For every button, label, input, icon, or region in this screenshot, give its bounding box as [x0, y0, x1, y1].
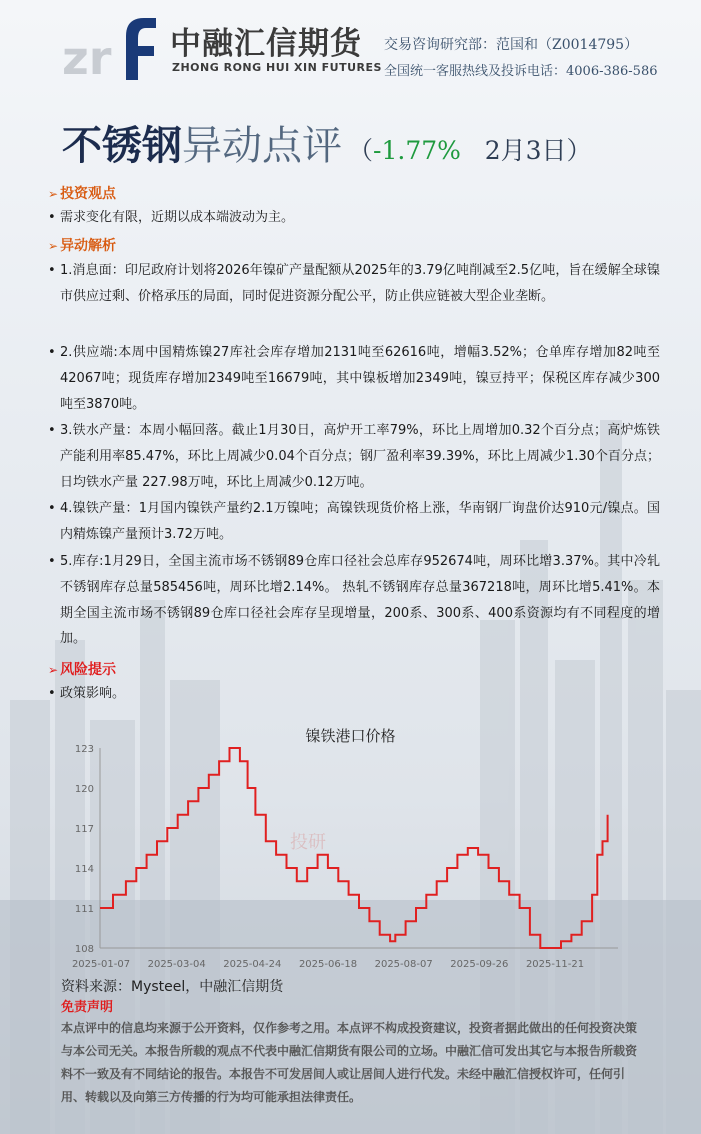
- title-date: 2月3日）: [484, 136, 592, 165]
- title-product: 不锈钢: [62, 122, 182, 169]
- chart-y-tick-label: 123: [74, 744, 94, 755]
- company-name-en: ZHONG RONG HUI XIN FUTURES: [172, 61, 382, 74]
- section-analysis-heading: ➢ 异动解析: [48, 238, 117, 254]
- bullet-icon: •: [48, 345, 56, 360]
- chart-x-tick-label: 2025-03-04: [147, 959, 206, 970]
- section-risk-heading: ➢ 风险提示: [48, 662, 117, 678]
- chart-source: 资料来源：Mysteel，中融汇信期货: [61, 979, 284, 995]
- title-suffix: 异动点评: [182, 123, 342, 169]
- chart-x-tick-label: 2025-06-18: [298, 959, 358, 970]
- view-item: • 需求变化有限，近期以成本端波动为主。: [50, 205, 660, 231]
- bullet-icon: •: [48, 554, 56, 569]
- risk-item: • 政策影响。: [50, 681, 660, 707]
- chart-x-tick-label: 2025-01-07: [71, 959, 131, 970]
- chart-x-tick-label: 2025-11-21: [525, 959, 585, 970]
- chart-series-line: [100, 748, 608, 948]
- title-paren: （: [348, 136, 374, 165]
- chart-y-tick-label: 111: [74, 904, 94, 915]
- bullet-icon: •: [48, 423, 56, 438]
- analysis-item-2: • 2.供应端:本周中国精炼镍27库社会库存增加2131吨至62616吨，增幅3.52%；仓单库存增加82吨至42067吨；现货库存增加2349吨至16679吨，其中镍板增加2349吨，镍豆持平；保税区库存减少300吨至3870吨。: [50, 340, 660, 417]
- arrow-right-icon: ➢: [48, 663, 59, 677]
- chart-x-tick-label: 2025-04-24: [223, 959, 282, 970]
- chart-watermark: 投研: [290, 832, 326, 853]
- analysis-item-1: • 1.消息面：印尼政府计划将2026年镍矿产量配额从2025年的3.79亿吨削减至2.5亿吨，旨在缓解全球镍市供应过剩、价格承压的局面，同时促进资源分配公平，防止供应链被大型企业垄断。: [50, 258, 660, 310]
- hotline-line: 全国统一客服热线及投诉电话：4006-386-586: [384, 64, 658, 79]
- arrow-right-icon: ➢: [48, 187, 59, 201]
- chart-y-tick-label: 120: [74, 784, 94, 795]
- disclaimer-title: 免责声明: [61, 1000, 114, 1015]
- arrow-right-icon: ➢: [48, 239, 59, 253]
- bullet-icon: •: [48, 210, 56, 225]
- chart-title: 镍铁港口价格: [305, 727, 396, 745]
- analysis-item-3: • 3.铁水产量：本周小幅回落。截止1月30日，高炉开工率79%，环比上周增加0.32个百分点；高炉炼铁产能利用率85.47%，环比上周减少0.04个百分点；钢厂盈利率39.39%，环比上周减少1.30个百分点；日均铁水产量 227.98万吨，环比上周减少0.12万吨。: [50, 418, 660, 495]
- chart-y-tick-label: 117: [74, 824, 94, 835]
- analysis-item-5: • 5.库存:1月29日，全国主流市场不锈钢89仓库口径社会总库存952674吨，周环比增3.37%。其中冷轧不锈钢库存总量585456吨，周环比增2.14%。 热轧不锈钢库存总量367218吨，周环比增5.41%。本期全国主流市场不锈钢89仓库口径社会库存呈现增量，200系、300系、400系资源均有不同程度的增加。: [50, 549, 660, 652]
- chart-x-tick-label: 2025-09-26: [450, 959, 509, 970]
- chart-x-tick-label: 2025-08-07: [374, 959, 433, 970]
- bullet-icon: •: [48, 501, 56, 516]
- company-name-cn: 中融汇信期货: [170, 26, 362, 62]
- chart-y-tick-label: 114: [74, 864, 94, 875]
- title-change: -1.77%: [373, 136, 461, 165]
- section-view-heading: ➢ 投资观点: [48, 186, 117, 202]
- svg-text:zr: zr: [62, 31, 112, 83]
- bullet-icon: •: [48, 686, 56, 701]
- disclaimer-text: 本点评中的信息均来源于公开资料，仅作参考之用。本点评不构成投资建议，投资者据此做出的任何投资决策与本公司无关。本报告所载的观点不代表中融汇信期货有限公司的立场。中融汇信可发出其它与本报告所载资料不一致及有不同结论的报告。本报告不可发居间人或让居间人进行代发。未经中融汇信授权许可，任何引用、转载以及向第三方传播的行为均可能承担法律责任。: [61, 1021, 638, 1104]
- bullet-icon: •: [48, 263, 56, 278]
- chart-y-tick-label: 108: [74, 944, 94, 955]
- analysis-item-4: • 4.镍铁产量：1月国内镍铁产量约2.1万镍吨；高镍铁现货价格上涨，华南钢厂询盘价达910元/镍点。国内精炼镍产量预计3.72万吨。: [50, 496, 660, 548]
- department-line: 交易咨询研究部：范国和（Z0014795）: [384, 37, 639, 53]
